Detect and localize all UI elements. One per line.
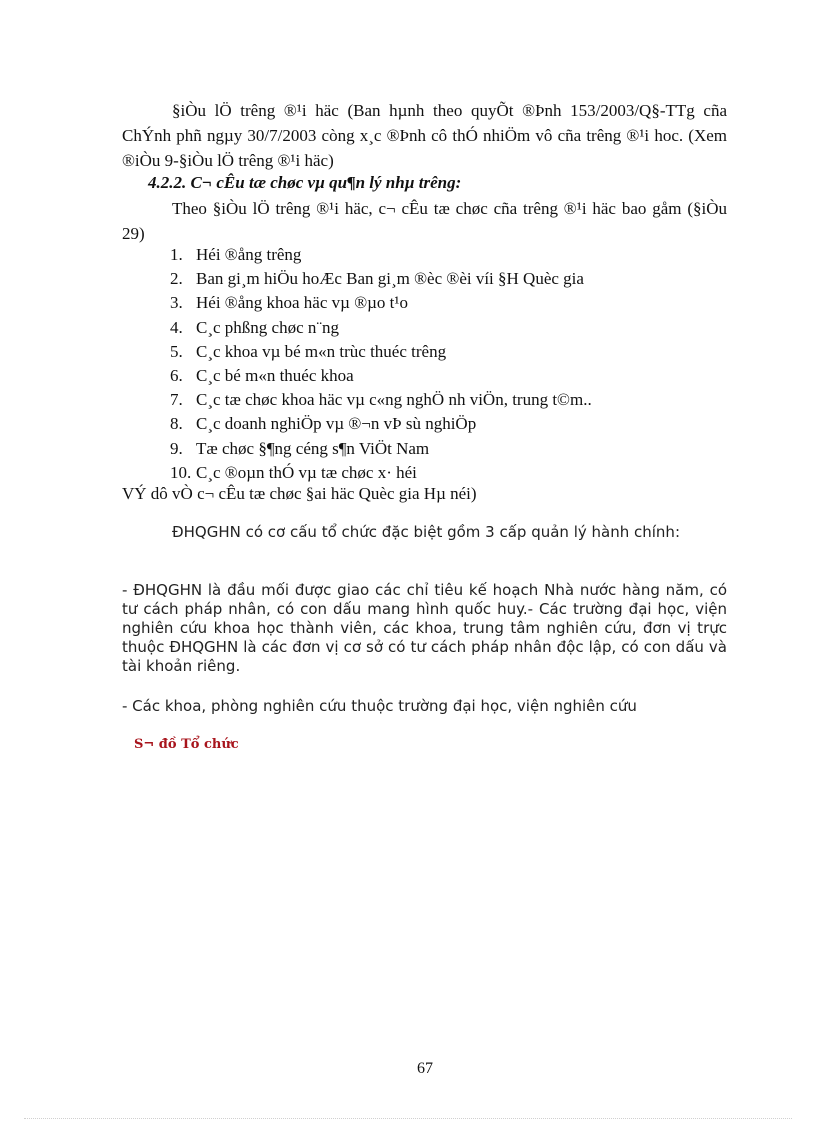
paragraph-structure: Theo §iÒu lÖ trêng ®¹i häc, c¬ cÊu tæ chøc cña trêng ®¹i häc bao gåm (§iÒu 29) xyxy=(122,199,727,243)
list-item xyxy=(170,340,592,364)
list-item-number: 1. xyxy=(170,245,183,264)
list-item xyxy=(170,291,592,315)
list-item-number: 3. xyxy=(170,293,183,313)
list-item-text: C¸c bé m«n thuéc khoa xyxy=(196,365,354,385)
example-note: VÝ dô vÒ c¬ cÊu tæ chøc §ai häc Quèc gia Hµ néi) xyxy=(122,484,477,503)
list-item xyxy=(170,461,592,485)
paragraph-vnu-level1: - ĐHQGHN là đầu mối được giao các chỉ tiêu kế hoạch Nhà nước hàng năm, có tư cách pháp nhân, có con dấu mang hình quốc huy.- Các trường đại học, viện nghiên cứu khoa học thành viên, các khoa, trung tâm nghiên cứu, đơn vị trực thuộc ĐHQGHN là các đơn vị cơ sở có tư cách pháp nhân độc lập, có con dấu và tài khoản riêng. xyxy=(122,581,727,675)
list-item-text: C¸c phßng chøc n¨ng xyxy=(196,317,340,337)
list-item-text: Tæ chøc §¶ng céng s¶n ViÖt Nam xyxy=(196,438,430,458)
list-item-number: 2. xyxy=(170,269,183,289)
list-item-text: Héi ®ång khoa häc vµ ®µo t¹o xyxy=(196,293,408,313)
list-item xyxy=(170,437,592,461)
list-item xyxy=(170,316,592,340)
list-item-text: Héi ®ång trêng xyxy=(196,245,302,264)
paragraph-charter: §iÒu lÖ trêng ®¹i häc (Ban hµnh theo quyÕt ®Þnh 153/2003/Q§-TTg cña ChÝnh phñ ngµy 30/7/2003 còng x¸c ®Þnh cô thÓ nhiÖm vô cña trêng ®¹i hoc. (Xem ®iÒu 9-§iÒu lÖ trêng ®¹i häc) xyxy=(122,101,727,170)
section-heading: 4.2.2. C¬ cÊu tæ chøc vµ qu¶n lý nhµ trêng: xyxy=(148,173,462,192)
list-item-text: Ban gi¸m hiÖu hoÆc Ban gi¸m ®èc ®èi víi §H Quèc gia xyxy=(196,269,584,289)
list-item xyxy=(170,267,592,291)
list-item-number: 7. xyxy=(170,390,183,410)
list-item-number: 8. xyxy=(170,414,183,434)
list-item-number: 10. xyxy=(170,462,192,482)
list-item-text: C¸c khoa vµ bé m«n trùc thuéc trêng xyxy=(196,341,447,361)
list-item-number: 4. xyxy=(170,317,183,337)
structure-list xyxy=(170,243,592,485)
list-item-text: C¸c ®oµn thÓ vµ tæ chøc x· héi xyxy=(196,462,417,482)
list-item-number: 5. xyxy=(170,341,183,361)
list-item-number: 6. xyxy=(170,365,183,385)
list-item xyxy=(170,243,592,267)
list-item xyxy=(170,412,592,436)
list-item-number: 9. xyxy=(170,438,183,458)
list-item-text: C¸c tæ chøc khoa häc vµ c«ng nghÖ nh viÖn, trung t©m.. xyxy=(196,390,592,410)
list-item xyxy=(170,388,592,412)
paragraph-vnu-intro: ĐHQGHN có cơ cấu tổ chức đặc biệt gồm 3 cấp quản lý hành chính: xyxy=(172,523,680,541)
footer-divider xyxy=(24,1118,792,1119)
org-chart-title: S¬ đồ Tổ chức xyxy=(134,737,239,752)
paragraph-vnu-level3: - Các khoa, phòng nghiên cứu thuộc trường đại học, viện nghiên cứu xyxy=(122,697,637,715)
list-item-text: C¸c doanh nghiÖp vµ ®¬n vÞ sù nghiÖp xyxy=(196,414,477,434)
list-item xyxy=(170,364,592,388)
page-number: 67 xyxy=(417,1060,433,1077)
